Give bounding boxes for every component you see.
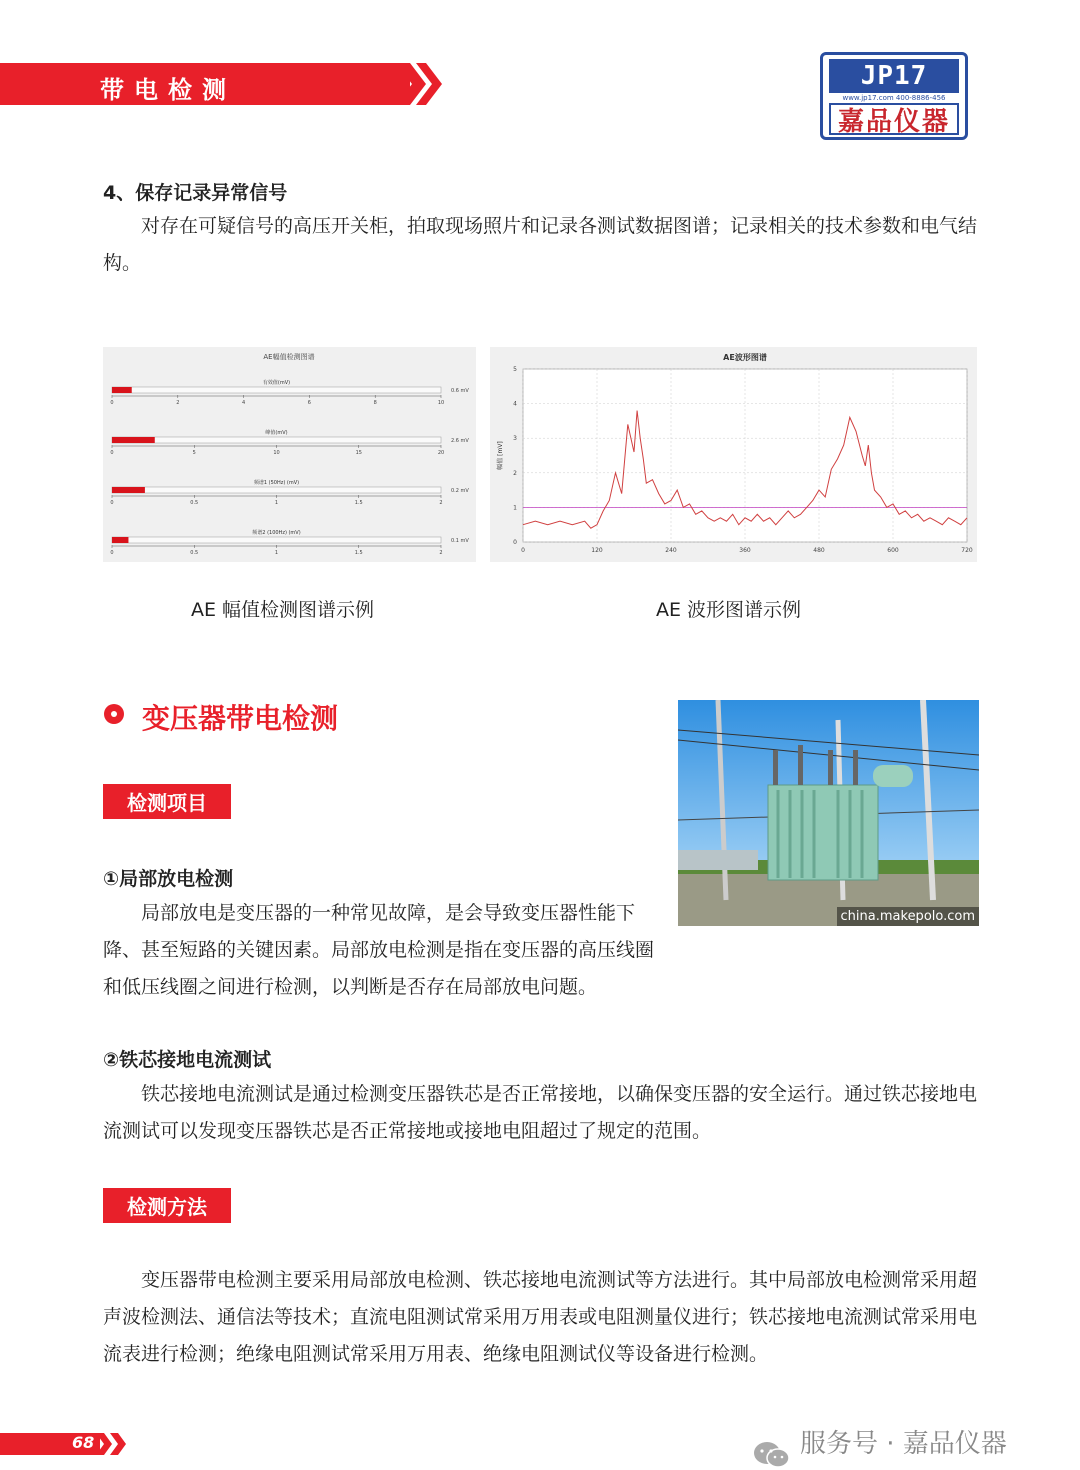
series-label: 频谱1 (50Hz) (mV) [253, 480, 300, 486]
x-tick-label: 360 [739, 547, 751, 554]
bar-track [112, 387, 441, 393]
value-readout: 2.6 mV [451, 438, 469, 444]
photo-credit: china.makepolo.com [837, 907, 979, 926]
y-tick-label: 0 [513, 539, 517, 546]
y-tick-label: 3 [513, 435, 517, 443]
tick-label: 0 [110, 550, 114, 556]
tick-label: 1 [274, 550, 279, 556]
value-readout: 0.1 mV [451, 538, 469, 544]
tick-label: 20 [437, 450, 445, 456]
tick-label: 10 [273, 450, 280, 456]
page-chevron-icon [96, 1433, 130, 1455]
x-tick-label: 600 [887, 547, 899, 554]
tick-label: 2 [176, 400, 180, 406]
item1-body: 局部放电是变压器的一种常见故障，是会导致变压器性能下降、甚至短路的关键因素。局部放电检测是指在变压器的高压线圈和低压线圈之间进行检测，以判断是否存在局部放电问题。 [103, 902, 655, 998]
series-label: 峰值(mV) [265, 430, 288, 436]
tick-label: 0 [110, 500, 114, 506]
value-readout: 0.2 mV [451, 488, 469, 494]
bar-value [112, 387, 132, 393]
bar-track [112, 487, 441, 493]
logo-subtext: www.jp17.com 400-8886-456 [842, 94, 946, 102]
ae-amplitude-svg [103, 347, 476, 562]
tick-label: 10 [437, 400, 445, 406]
bar-value [112, 437, 155, 443]
section4-body: 对存在可疑信号的高压开关柜，拍取现场照片和记录各测试数据图谱；记录相关的技术参数和电气结构。 [103, 215, 978, 274]
tick-label: 0 [110, 450, 114, 456]
tick-label: 1.5 [354, 500, 363, 506]
tick-label: 6 [307, 400, 311, 406]
tick-label: 1 [274, 500, 279, 506]
tick-label: 1.5 [354, 550, 363, 556]
tick-label: 4 [242, 400, 246, 406]
bar-track [112, 537, 441, 543]
x-tick-label: 720 [961, 547, 973, 554]
chart-title: AE波形图谱 [723, 353, 767, 362]
transformer-photo [678, 700, 979, 926]
y-axis-label: 幅值 [mV] [497, 441, 504, 470]
caption-amplitude: AE 幅值检测图谱示例 [191, 599, 375, 621]
bar-value [112, 537, 128, 543]
x-tick-label: 120 [591, 547, 603, 554]
x-tick-label: 480 [813, 547, 825, 554]
ae-waveform-chart [490, 347, 977, 562]
page-number: 68 [72, 1433, 95, 1452]
tick-label: 8 [373, 400, 377, 406]
tick-label: 0.5 [190, 550, 199, 556]
tick-label: 0 [110, 400, 114, 406]
logo-chinese-name: 嘉品仪器 [829, 103, 959, 135]
x-tick-label: 240 [665, 547, 677, 554]
series-label: 频谱2 (100Hz) (mV) [252, 530, 301, 536]
tick-label: 2 [439, 500, 443, 506]
item1-title: ①局部放电检测 [103, 868, 234, 890]
caption-waveform: AE 波形图谱示例 [656, 599, 802, 621]
item2-body: 铁芯接地电流测试是通过检测变压器铁芯是否正常接地，以确保变压器的安全运行。通过铁芯接地电流测试可以发现变压器铁芯是否正常接地或接地电阻超过了规定的范围。 [103, 1083, 978, 1142]
bar-track [112, 437, 441, 443]
section4-heading: 4、保存记录异常信号 [103, 182, 288, 204]
logo-brand-text: JP17 [829, 59, 959, 93]
transformer-section-title: 变压器带电检测 [142, 702, 339, 735]
y-tick-label: 1 [513, 504, 517, 512]
item2-title: ②铁芯接地电流测试 [103, 1049, 272, 1071]
tag-inspection-items: 检测项目 [103, 784, 231, 819]
y-tick-label: 2 [513, 469, 517, 477]
service-account-label: 服务号 · 嘉品仪器 [800, 1429, 1007, 1459]
tick-label: 5 [192, 450, 196, 456]
ae-amplitude-chart [103, 347, 476, 562]
chart-title: AE幅值检测图谱 [263, 353, 315, 361]
tick-label: 2 [439, 550, 443, 556]
bar-value [112, 487, 145, 493]
y-tick-label: 4 [513, 400, 517, 408]
brand-logo [820, 52, 968, 140]
transformer-illustration [678, 700, 979, 926]
page-section-title: 带电检测 [100, 76, 236, 104]
x-tick-label: 0 [521, 547, 525, 554]
tag-inspection-methods: 检测方法 [103, 1188, 231, 1223]
ae-waveform-svg [490, 347, 977, 562]
method-body: 变压器带电检测主要采用局部放电检测、铁芯接地电流测试等方法进行。其中局部放电检测常采用超声波检测法、通信法等技术；直流电阻测试常采用万用表或电阻测量仪进行；铁芯接地电流测试常采用电流表进行检测；绝缘电阻测试常采用万用表、绝缘电阻测试仪等设备进行检测。 [103, 1269, 978, 1365]
tick-label: 15 [355, 450, 362, 456]
y-tick-label: 5 [513, 366, 517, 373]
tick-label: 0.5 [190, 500, 199, 506]
series-label: 有效值(mV) [262, 380, 291, 386]
chevron-decoration-icon [396, 63, 456, 105]
value-readout: 0.6 mV [451, 388, 469, 394]
section-bullet-inner [111, 711, 117, 717]
